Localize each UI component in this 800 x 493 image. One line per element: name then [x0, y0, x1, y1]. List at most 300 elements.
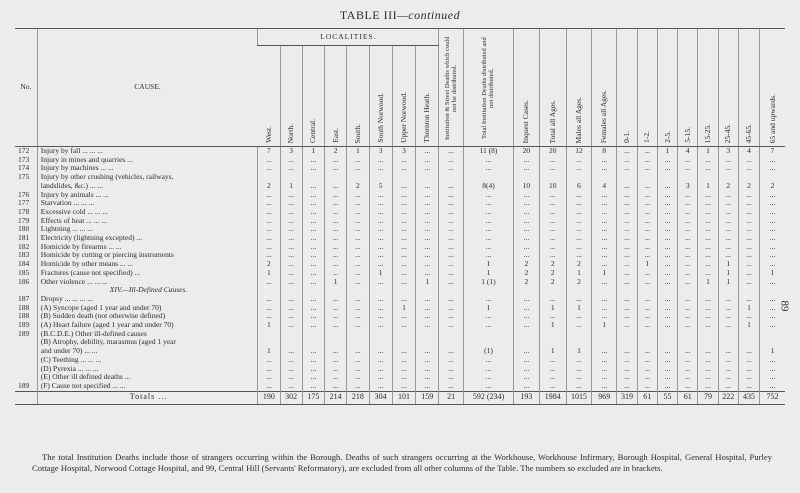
- totals-cell: 319: [617, 391, 637, 404]
- table-cell: ...: [439, 243, 463, 252]
- table-cell: ...: [637, 347, 657, 356]
- table-cell: [258, 338, 280, 347]
- table-cell: ...: [347, 217, 369, 226]
- table-row: [15, 278, 785, 287]
- table-cell: ...: [698, 199, 718, 208]
- table-cell: ...: [347, 373, 369, 382]
- table-cell: [637, 286, 657, 295]
- table-cell: ...: [718, 251, 738, 260]
- table-cell: ...: [325, 251, 347, 260]
- table-row: [15, 330, 785, 339]
- table-cell: 10: [514, 182, 539, 191]
- table-cell: 2: [539, 278, 566, 287]
- table-cell: ...: [738, 234, 759, 243]
- table-cell: ...: [392, 199, 415, 208]
- totals-cell: 214: [325, 391, 347, 404]
- table-cell: ...: [416, 191, 439, 200]
- table-cell: ...: [347, 365, 369, 374]
- table-cell: ...: [566, 373, 591, 382]
- table-cell: ...: [392, 312, 415, 321]
- totals-label: Totals ...: [37, 391, 258, 404]
- row-number: 184: [18, 260, 30, 269]
- table-cell: ...: [698, 251, 718, 260]
- table-cell: ...: [325, 191, 347, 200]
- table-cell: ...: [617, 234, 637, 243]
- table-cell: ...: [416, 156, 439, 165]
- table-row: [15, 365, 785, 374]
- table-cell: [698, 338, 718, 347]
- table-cell: ...: [760, 251, 785, 260]
- table-cell: ...: [280, 156, 302, 165]
- row-cause: Electricity (lightning excepted) ...: [37, 234, 258, 243]
- table-cell: ...: [617, 312, 637, 321]
- table-cell: 1: [302, 147, 324, 156]
- table-cell: ...: [258, 365, 280, 374]
- table-row: [15, 321, 785, 330]
- table-cell: [539, 173, 566, 182]
- table-cell: ...: [738, 373, 759, 382]
- table-cell: ...: [258, 312, 280, 321]
- table-cell: ...: [347, 199, 369, 208]
- row-cause: Injury by animals ... ...: [37, 191, 258, 200]
- totals-cell: 222: [718, 391, 738, 404]
- table-cell: [718, 338, 738, 347]
- table-cell: ...: [617, 304, 637, 313]
- table-cell: ...: [514, 164, 539, 173]
- table-cell: ...: [347, 251, 369, 260]
- table-cell: ...: [592, 243, 617, 252]
- row-cause: (A) Syncope (aged 1 year and under 70): [37, 304, 258, 313]
- table-cell: [392, 173, 415, 182]
- table-cell: ...: [280, 234, 302, 243]
- table-cell: ...: [439, 251, 463, 260]
- table-cell: [439, 286, 463, 295]
- table-cell: [416, 173, 439, 182]
- table-cell: [592, 286, 617, 295]
- table-cell: ...: [617, 225, 637, 234]
- table-cell: ...: [657, 356, 677, 365]
- table-cell: 1: [539, 304, 566, 313]
- table-cell: [738, 330, 759, 339]
- table-cell: ...: [657, 304, 677, 313]
- col-header-east: East.: [325, 46, 347, 147]
- table-cell: 3: [280, 147, 302, 156]
- table-cell: ...: [302, 191, 324, 200]
- table-row: [15, 191, 785, 200]
- table-cell: ...: [760, 304, 785, 313]
- table-cell: ...: [539, 191, 566, 200]
- table-cell: ...: [657, 208, 677, 217]
- table-cell: ...: [566, 321, 591, 330]
- table-cell: 2: [258, 182, 280, 191]
- table-cell: ...: [698, 217, 718, 226]
- row-cause: XIV.—Ill-Defined Causes.: [37, 286, 258, 295]
- table-cell: ...: [738, 260, 759, 269]
- table-cell: 1: [738, 321, 759, 330]
- table-cell: [657, 286, 677, 295]
- table-cell: ...: [369, 234, 392, 243]
- table-cell: [302, 173, 324, 182]
- table-cell: ...: [347, 295, 369, 304]
- table-cell: [657, 338, 677, 347]
- col-header-undistributed: Institution & Street Deaths which could not be distributed.: [439, 29, 463, 147]
- row-cause: (A) Heart failure (aged 1 year and under 70): [37, 321, 258, 330]
- table-cell: 2: [258, 260, 280, 269]
- table-cell: ...: [280, 347, 302, 356]
- table-cell: ...: [539, 312, 566, 321]
- table-cell: 1: [258, 321, 280, 330]
- table-cell: 12: [566, 147, 591, 156]
- table-cell: ...: [637, 269, 657, 278]
- table-cell: ...: [514, 295, 539, 304]
- table-cell: ...: [514, 304, 539, 313]
- table-cell: [698, 330, 718, 339]
- table-cell: ...: [302, 260, 324, 269]
- table-cell: ...: [514, 347, 539, 356]
- table-cell: ...: [347, 156, 369, 165]
- table-cell: ...: [678, 356, 698, 365]
- table-cell: ...: [698, 208, 718, 217]
- row-cause: Homicide by other means ... ...: [37, 260, 258, 269]
- col-header-age-0-1: 0-1.: [617, 29, 637, 147]
- table-cell: ...: [439, 182, 463, 191]
- table-cell: ...: [463, 217, 514, 226]
- table-cell: ...: [678, 164, 698, 173]
- table-cell: 2: [347, 182, 369, 191]
- table-cell: ...: [760, 199, 785, 208]
- table-cell: 1 (1): [463, 278, 514, 287]
- col-header-central: Central.: [302, 46, 324, 147]
- table-cell: ...: [302, 312, 324, 321]
- table-cell: ...: [463, 251, 514, 260]
- table-cell: [347, 330, 369, 339]
- table-cell: ...: [678, 251, 698, 260]
- table-cell: ...: [463, 382, 514, 391]
- table-cell: ...: [592, 199, 617, 208]
- table-cell: ...: [539, 365, 566, 374]
- table-cell: ...: [369, 199, 392, 208]
- table-cell: ...: [347, 321, 369, 330]
- table-cell: 3: [392, 147, 415, 156]
- table-cell: ...: [416, 304, 439, 313]
- table-cell: ...: [302, 304, 324, 313]
- table-cell: ...: [280, 269, 302, 278]
- table-cell: ...: [280, 304, 302, 313]
- table-cell: ...: [416, 251, 439, 260]
- table-cell: ...: [592, 347, 617, 356]
- table-cell: ...: [514, 191, 539, 200]
- table-cell: ...: [463, 373, 514, 382]
- row-cause: Lightning ... ... ...: [37, 225, 258, 234]
- table-row: [15, 234, 785, 243]
- row-cause: Dropsy ... ... ... ...: [37, 295, 258, 304]
- table-cell: ...: [325, 347, 347, 356]
- table-cell: ...: [592, 304, 617, 313]
- table-cell: ...: [738, 295, 759, 304]
- table-cell: ...: [617, 260, 637, 269]
- table-cell: ...: [258, 251, 280, 260]
- table-cell: ...: [392, 182, 415, 191]
- table-cell: ...: [760, 191, 785, 200]
- table-row: [15, 156, 785, 165]
- table-cell: ...: [439, 304, 463, 313]
- table-cell: ...: [657, 217, 677, 226]
- table-cell: ...: [347, 191, 369, 200]
- table-cell: [369, 330, 392, 339]
- table-cell: ...: [347, 164, 369, 173]
- table-cell: [439, 173, 463, 182]
- table-row: [15, 182, 785, 191]
- table-cell: ...: [280, 373, 302, 382]
- row-cause: (B.C.D.E.) Other ill-defined causes: [37, 330, 258, 339]
- table-cell: ...: [302, 365, 324, 374]
- table-cell: 2: [566, 260, 591, 269]
- table-cell: ...: [637, 191, 657, 200]
- table-cell: ...: [514, 373, 539, 382]
- totals-cell: 218: [347, 391, 369, 404]
- table-cell: ...: [325, 269, 347, 278]
- table-cell: ...: [718, 312, 738, 321]
- table-cell: ...: [439, 347, 463, 356]
- totals-cell: 435: [738, 391, 759, 404]
- table-cell: [678, 338, 698, 347]
- table-cell: ...: [657, 278, 677, 287]
- table-row: [15, 243, 785, 252]
- table-cell: ...: [760, 373, 785, 382]
- table-title-suffix: —continued: [397, 8, 461, 22]
- table-cell: ...: [698, 373, 718, 382]
- table-cell: ...: [258, 208, 280, 217]
- row-cause: (E) Other ill defined deaths ...: [37, 373, 258, 382]
- table-row: [15, 347, 785, 356]
- table-cell: ...: [698, 382, 718, 391]
- table-cell: ...: [416, 365, 439, 374]
- table-cell: [539, 338, 566, 347]
- table-cell: ...: [566, 217, 591, 226]
- table-row: [15, 269, 785, 278]
- totals-cell: 304: [369, 391, 392, 404]
- table-cell: 1: [566, 304, 591, 313]
- row-number: [15, 356, 37, 365]
- table-cell: 1: [566, 269, 591, 278]
- table-cell: ...: [592, 156, 617, 165]
- table-cell: ...: [657, 243, 677, 252]
- table-cell: ...: [369, 260, 392, 269]
- table-cell: [369, 286, 392, 295]
- table-cell: ...: [657, 312, 677, 321]
- table-cell: ...: [698, 295, 718, 304]
- table-cell: ...: [463, 295, 514, 304]
- table-row: [15, 147, 785, 156]
- cause-header: CAUSE.: [37, 29, 258, 147]
- row-number: [15, 373, 37, 382]
- table-cell: ...: [325, 156, 347, 165]
- table-cell: ...: [738, 382, 759, 391]
- table-cell: ...: [439, 260, 463, 269]
- table-cell: ...: [302, 347, 324, 356]
- table-cell: ...: [392, 208, 415, 217]
- table-cell: ...: [439, 365, 463, 374]
- table-cell: [347, 338, 369, 347]
- table-cell: ...: [514, 382, 539, 391]
- table-cell: ...: [617, 356, 637, 365]
- table-cell: [514, 338, 539, 347]
- table-cell: [657, 173, 677, 182]
- table-cell: [760, 173, 785, 182]
- table-cell: ...: [539, 356, 566, 365]
- row-number: [15, 286, 37, 295]
- row-number: 181: [18, 234, 30, 243]
- table-cell: ...: [325, 365, 347, 374]
- table-cell: ...: [657, 234, 677, 243]
- table-cell: ...: [392, 347, 415, 356]
- table-cell: ...: [698, 156, 718, 165]
- table-row: [15, 286, 785, 295]
- table-cell: 2: [514, 269, 539, 278]
- table-cell: ...: [325, 373, 347, 382]
- table-cell: ...: [637, 164, 657, 173]
- table-cell: ...: [657, 199, 677, 208]
- table-cell: ...: [678, 260, 698, 269]
- table-cell: ...: [369, 321, 392, 330]
- col-header-females: Females all Ages.: [592, 29, 617, 147]
- table-cell: ...: [369, 382, 392, 391]
- table-cell: ...: [463, 356, 514, 365]
- table-cell: 1: [463, 269, 514, 278]
- table-cell: ...: [392, 356, 415, 365]
- table-cell: 1: [566, 347, 591, 356]
- table-cell: ...: [392, 217, 415, 226]
- table-row: [15, 304, 785, 313]
- table-cell: ...: [347, 208, 369, 217]
- table-cell: ...: [617, 251, 637, 260]
- table-cell: ...: [280, 312, 302, 321]
- table-cell: ...: [637, 156, 657, 165]
- table-cell: ...: [637, 225, 657, 234]
- table-cell: ...: [280, 217, 302, 226]
- table-cell: [718, 173, 738, 182]
- table-cell: ...: [347, 225, 369, 234]
- table-cell: ...: [416, 373, 439, 382]
- table-cell: ...: [369, 278, 392, 287]
- row-number: 188: [18, 303, 30, 312]
- table-cell: ...: [463, 312, 514, 321]
- table-cell: ...: [592, 208, 617, 217]
- table-cell: ...: [258, 373, 280, 382]
- table-cell: ...: [302, 382, 324, 391]
- table-cell: ...: [698, 304, 718, 313]
- table-cell: ...: [617, 295, 637, 304]
- table-cell: ...: [637, 217, 657, 226]
- table-cell: ...: [392, 278, 415, 287]
- table-cell: ...: [439, 234, 463, 243]
- table-cell: [539, 286, 566, 295]
- table-cell: ...: [439, 269, 463, 278]
- table-row: [15, 356, 785, 365]
- table-cell: ...: [369, 373, 392, 382]
- table-cell: 7: [258, 147, 280, 156]
- table-cell: ...: [617, 243, 637, 252]
- table-cell: ...: [439, 295, 463, 304]
- table-cell: ...: [637, 373, 657, 382]
- table-cell: 1: [738, 304, 759, 313]
- table-cell: ...: [718, 365, 738, 374]
- table-cell: ...: [392, 243, 415, 252]
- table-cell: ...: [416, 312, 439, 321]
- table-cell: ...: [392, 321, 415, 330]
- table-cell: ...: [325, 260, 347, 269]
- table-cell: ...: [416, 208, 439, 217]
- table-cell: ...: [539, 208, 566, 217]
- table-cell: 1: [698, 182, 718, 191]
- table-cell: ...: [566, 312, 591, 321]
- table-cell: ...: [637, 182, 657, 191]
- table-cell: [637, 338, 657, 347]
- table-cell: ...: [718, 225, 738, 234]
- table-cell: ...: [539, 251, 566, 260]
- table-cell: ...: [369, 365, 392, 374]
- table-cell: ...: [325, 208, 347, 217]
- table-cell: ...: [657, 382, 677, 391]
- col-header-south-norwood: South Norwood.: [369, 46, 392, 147]
- row-number: 186: [18, 277, 30, 286]
- table-cell: ...: [678, 199, 698, 208]
- table-cell: ...: [678, 243, 698, 252]
- row-cause: Other violence ... ... ...: [37, 278, 258, 287]
- table-cell: [738, 286, 759, 295]
- table-cell: ...: [718, 234, 738, 243]
- table-cell: ...: [439, 191, 463, 200]
- table-cell: 1: [718, 260, 738, 269]
- table-cell: ...: [698, 225, 718, 234]
- row-number: 187: [18, 294, 30, 303]
- table-cell: ...: [698, 269, 718, 278]
- table-cell: [347, 173, 369, 182]
- table-cell: ...: [698, 347, 718, 356]
- table-cell: [637, 330, 657, 339]
- col-header-west: West.: [258, 46, 280, 147]
- table-cell: ...: [325, 356, 347, 365]
- table-cell: ...: [369, 312, 392, 321]
- table-cell: ...: [369, 191, 392, 200]
- table-cell: ...: [637, 147, 657, 156]
- table-cell: ...: [760, 164, 785, 173]
- table-cell: ...: [392, 251, 415, 260]
- table-cell: ...: [539, 234, 566, 243]
- table-cell: ...: [439, 208, 463, 217]
- table-cell: ...: [463, 321, 514, 330]
- table-cell: ...: [617, 269, 637, 278]
- table-cell: ...: [738, 243, 759, 252]
- table-cell: ...: [566, 295, 591, 304]
- row-number: [15, 365, 37, 374]
- table-cell: ...: [302, 295, 324, 304]
- table-cell: ...: [637, 304, 657, 313]
- table-cell: ...: [347, 269, 369, 278]
- table-cell: ...: [439, 278, 463, 287]
- table-cell: ...: [258, 156, 280, 165]
- row-number: [15, 338, 37, 347]
- table-row: [15, 373, 785, 382]
- row-cause: Homicide by cutting or piercing instruments: [37, 251, 258, 260]
- table-cell: ...: [258, 164, 280, 173]
- table-cell: [678, 286, 698, 295]
- row-number: 174: [18, 164, 30, 173]
- table-cell: ...: [718, 321, 738, 330]
- table-cell: ...: [760, 225, 785, 234]
- table-cell: ...: [439, 373, 463, 382]
- table-cell: ...: [325, 217, 347, 226]
